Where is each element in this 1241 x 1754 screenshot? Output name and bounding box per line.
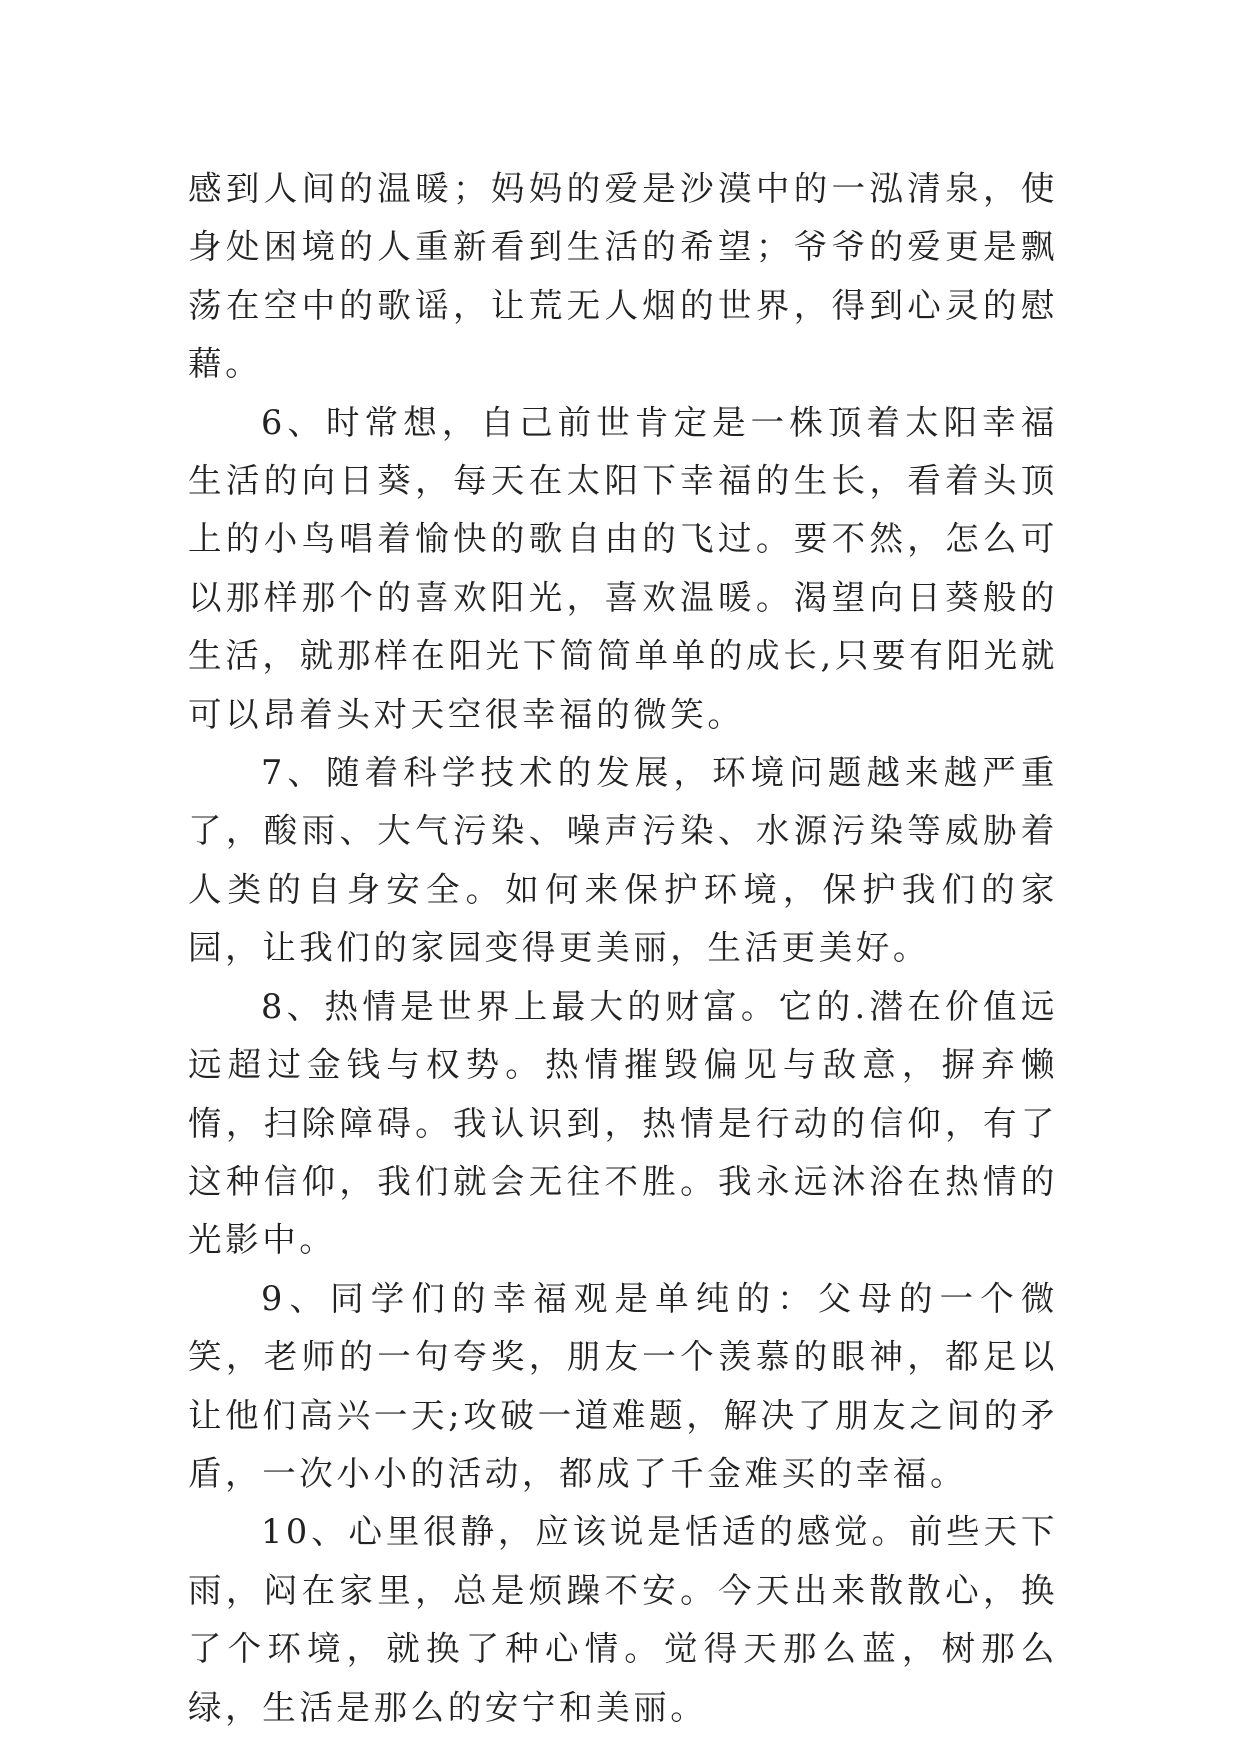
paragraph-8: 8、热情是世界上最大的财富。它的.潜在价值远远超过金钱与权势。热情摧毁偏见与敌意，摒弃懒惰，扫除障碍。我认识到，热情是行动的信仰，有了这种信仰，我们就会无往不胜。我永远沐浴在热情的光影中。 [188, 986, 1058, 1260]
paragraph-10: 10、心里很静，应该说是恬适的感觉。前些天下雨，闷在家里，总是烦躁不安。今天出来散散心，换了个环境，就换了种心情。觉得天那么蓝，树那么绿，生活是那么的安宁和美丽。 [188, 1512, 1058, 1727]
document-body [188, 160, 1058, 1737]
paragraph-6: 6、时常想，自己前世肯定是一株顶着太阳幸福生活的向日葵，每天在太阳下幸福的生长，看着头顶上的小鸟唱着愉快的歌自由的飞过。要不然，怎么可以那样那个的喜欢阳光，喜欢温暖。渴望向日葵般的生活，就那样在阳光下简简单单的成长,只要有阳光就可以昂着头对天空很幸福的微笑。 [188, 402, 1058, 734]
paragraph-9: 9、同学们的幸福观是单纯的：父母的一个微笑，老师的一句夸奖，朋友一个羡慕的眼神，都足以让他们高兴一天;攻破一道难题，解决了朋友之间的矛盾，一次小小的活动，都成了千金难买的幸福。 [188, 1278, 1058, 1493]
paragraph-7: 7、随着科学技术的发展，环境问题越来越严重了，酸雨、大气污染、噪声污染、水源污染等威胁着人类的自身安全。如何来保护环境，保护我们的家园，让我们的家园变得更美丽，生活更美好。 [188, 753, 1058, 968]
paragraph-continuation: 感到人间的温暖；妈妈的爱是沙漠中的一泓清泉，使身处困境的人重新看到生活的希望；爷爷的爱更是飘荡在空中的歌谣，让荒无人烟的世界，得到心灵的慰藉。 [188, 169, 1058, 384]
